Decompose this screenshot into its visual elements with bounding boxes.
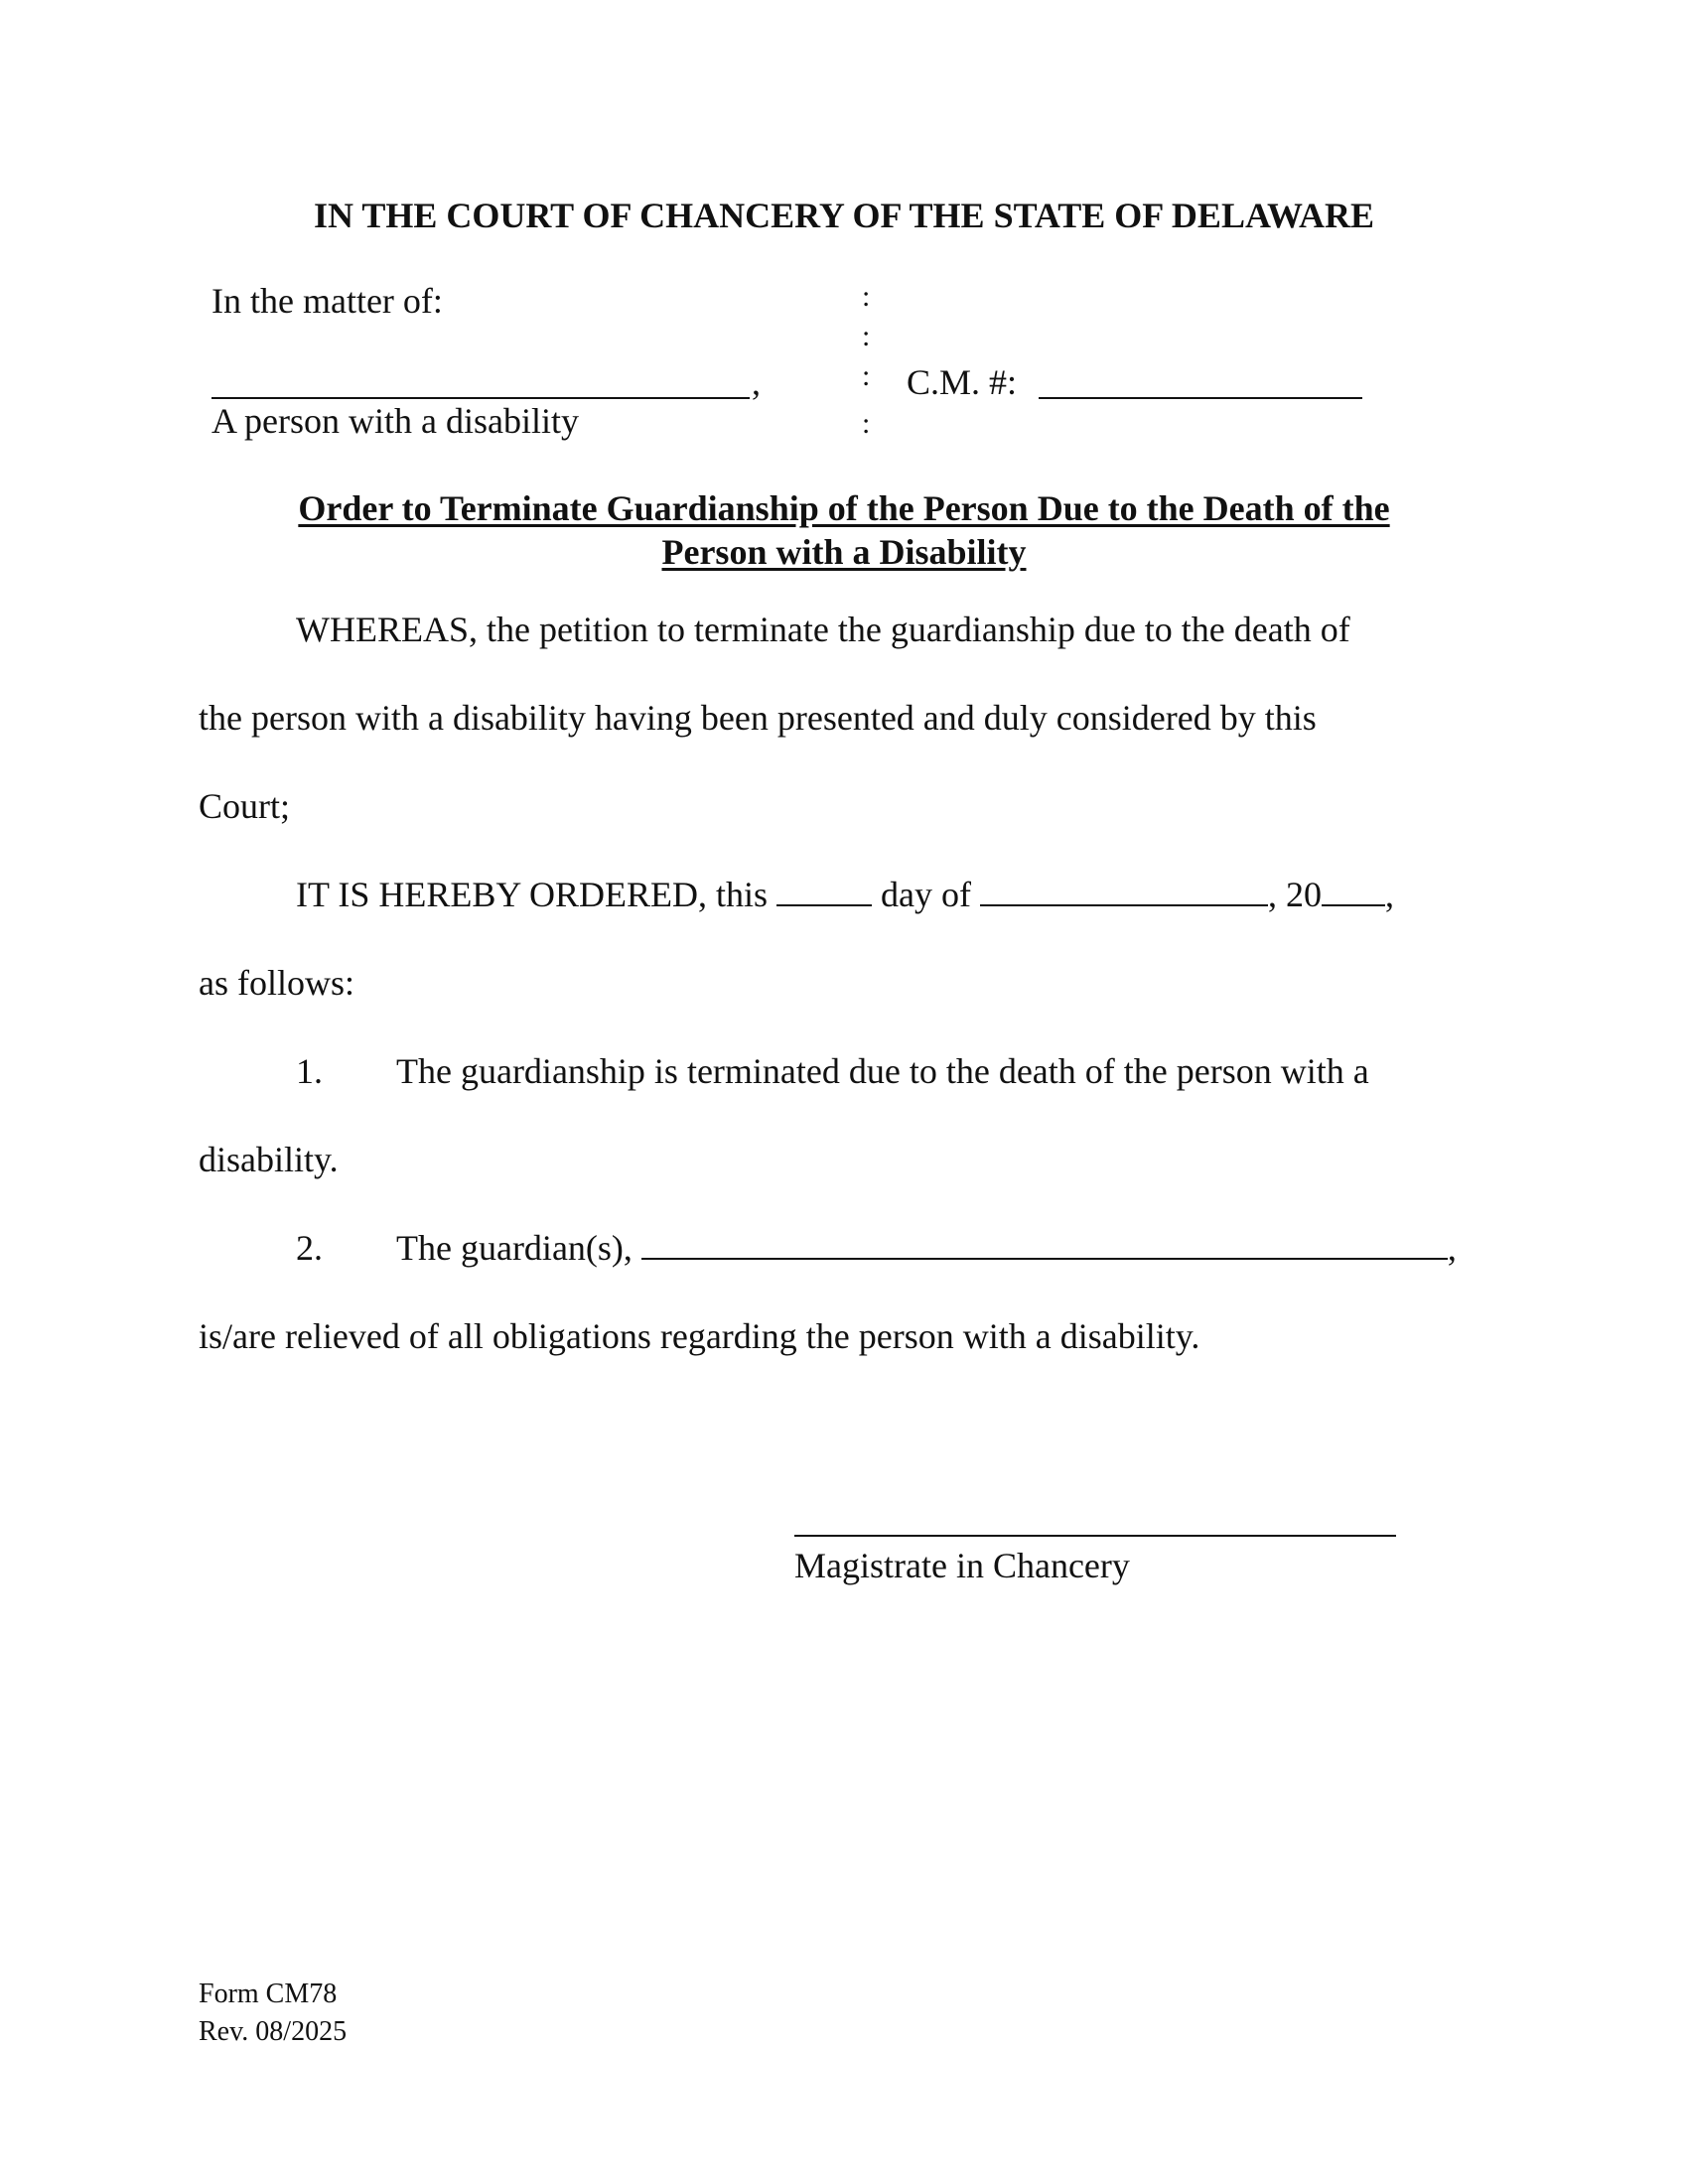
party-comma: , bbox=[752, 362, 761, 402]
ordered-end: , bbox=[1384, 875, 1394, 914]
form-id: Form CM78 bbox=[199, 1979, 338, 2009]
year-blank[interactable] bbox=[1322, 875, 1385, 906]
whereas-line3: Court; bbox=[199, 786, 291, 826]
caption-colon: : bbox=[862, 407, 871, 440]
case-number-label: C.M. #: bbox=[907, 362, 1018, 402]
caption-colon: : bbox=[862, 359, 871, 392]
ordered-line2: as follows: bbox=[199, 963, 354, 1003]
guardian-blank[interactable] bbox=[641, 1228, 1448, 1260]
ordered-prefix: IT IS HEREBY ORDERED, this bbox=[296, 875, 769, 914]
whereas-line2: the person with a disability having been presented and duly considered by this bbox=[199, 698, 1317, 738]
signature-label: Magistrate in Chancery bbox=[794, 1546, 1130, 1585]
signature-line[interactable] bbox=[794, 1535, 1396, 1537]
case-number-blank[interactable] bbox=[1039, 353, 1362, 399]
ordered-year-label: , 20 bbox=[1267, 875, 1322, 914]
item1-number: 1. bbox=[296, 1051, 323, 1091]
form-revision: Rev. 08/2025 bbox=[199, 2016, 348, 2047]
order-title-line2: Person with a Disability bbox=[661, 532, 1027, 572]
item2-label: The guardian(s), bbox=[396, 1228, 633, 1268]
item2-line2: is/are relieved of all obligations regarding the person with a disability. bbox=[199, 1316, 1200, 1356]
item2-line1 bbox=[396, 1227, 1457, 1269]
item1-line1: The guardianship is terminated due to the death of the person with a bbox=[396, 1051, 1369, 1091]
order-title bbox=[218, 486, 1470, 574]
ordered-day-label: day of bbox=[881, 875, 971, 914]
ordered-line bbox=[296, 874, 1394, 915]
item2-end: , bbox=[1447, 1228, 1457, 1268]
matter-label: In the matter of: bbox=[211, 281, 443, 321]
party-name-blank[interactable] bbox=[211, 353, 750, 399]
court-title: IN THE COURT OF CHANCERY OF THE STATE OF DELAWARE bbox=[314, 196, 1374, 235]
order-title-line1: Order to Terminate Guardianship of the Person Due to the Death of the bbox=[298, 488, 1390, 528]
whereas-line1: WHEREAS, the petition to terminate the guardianship due to the death of bbox=[296, 610, 1350, 649]
caption-colon: : bbox=[862, 280, 871, 313]
item1-line2: disability. bbox=[199, 1140, 339, 1179]
day-blank[interactable] bbox=[776, 875, 872, 906]
party-description: A person with a disability bbox=[211, 401, 579, 441]
item2-number: 2. bbox=[296, 1228, 323, 1268]
caption-colon: : bbox=[862, 320, 871, 352]
month-blank[interactable] bbox=[980, 875, 1268, 906]
